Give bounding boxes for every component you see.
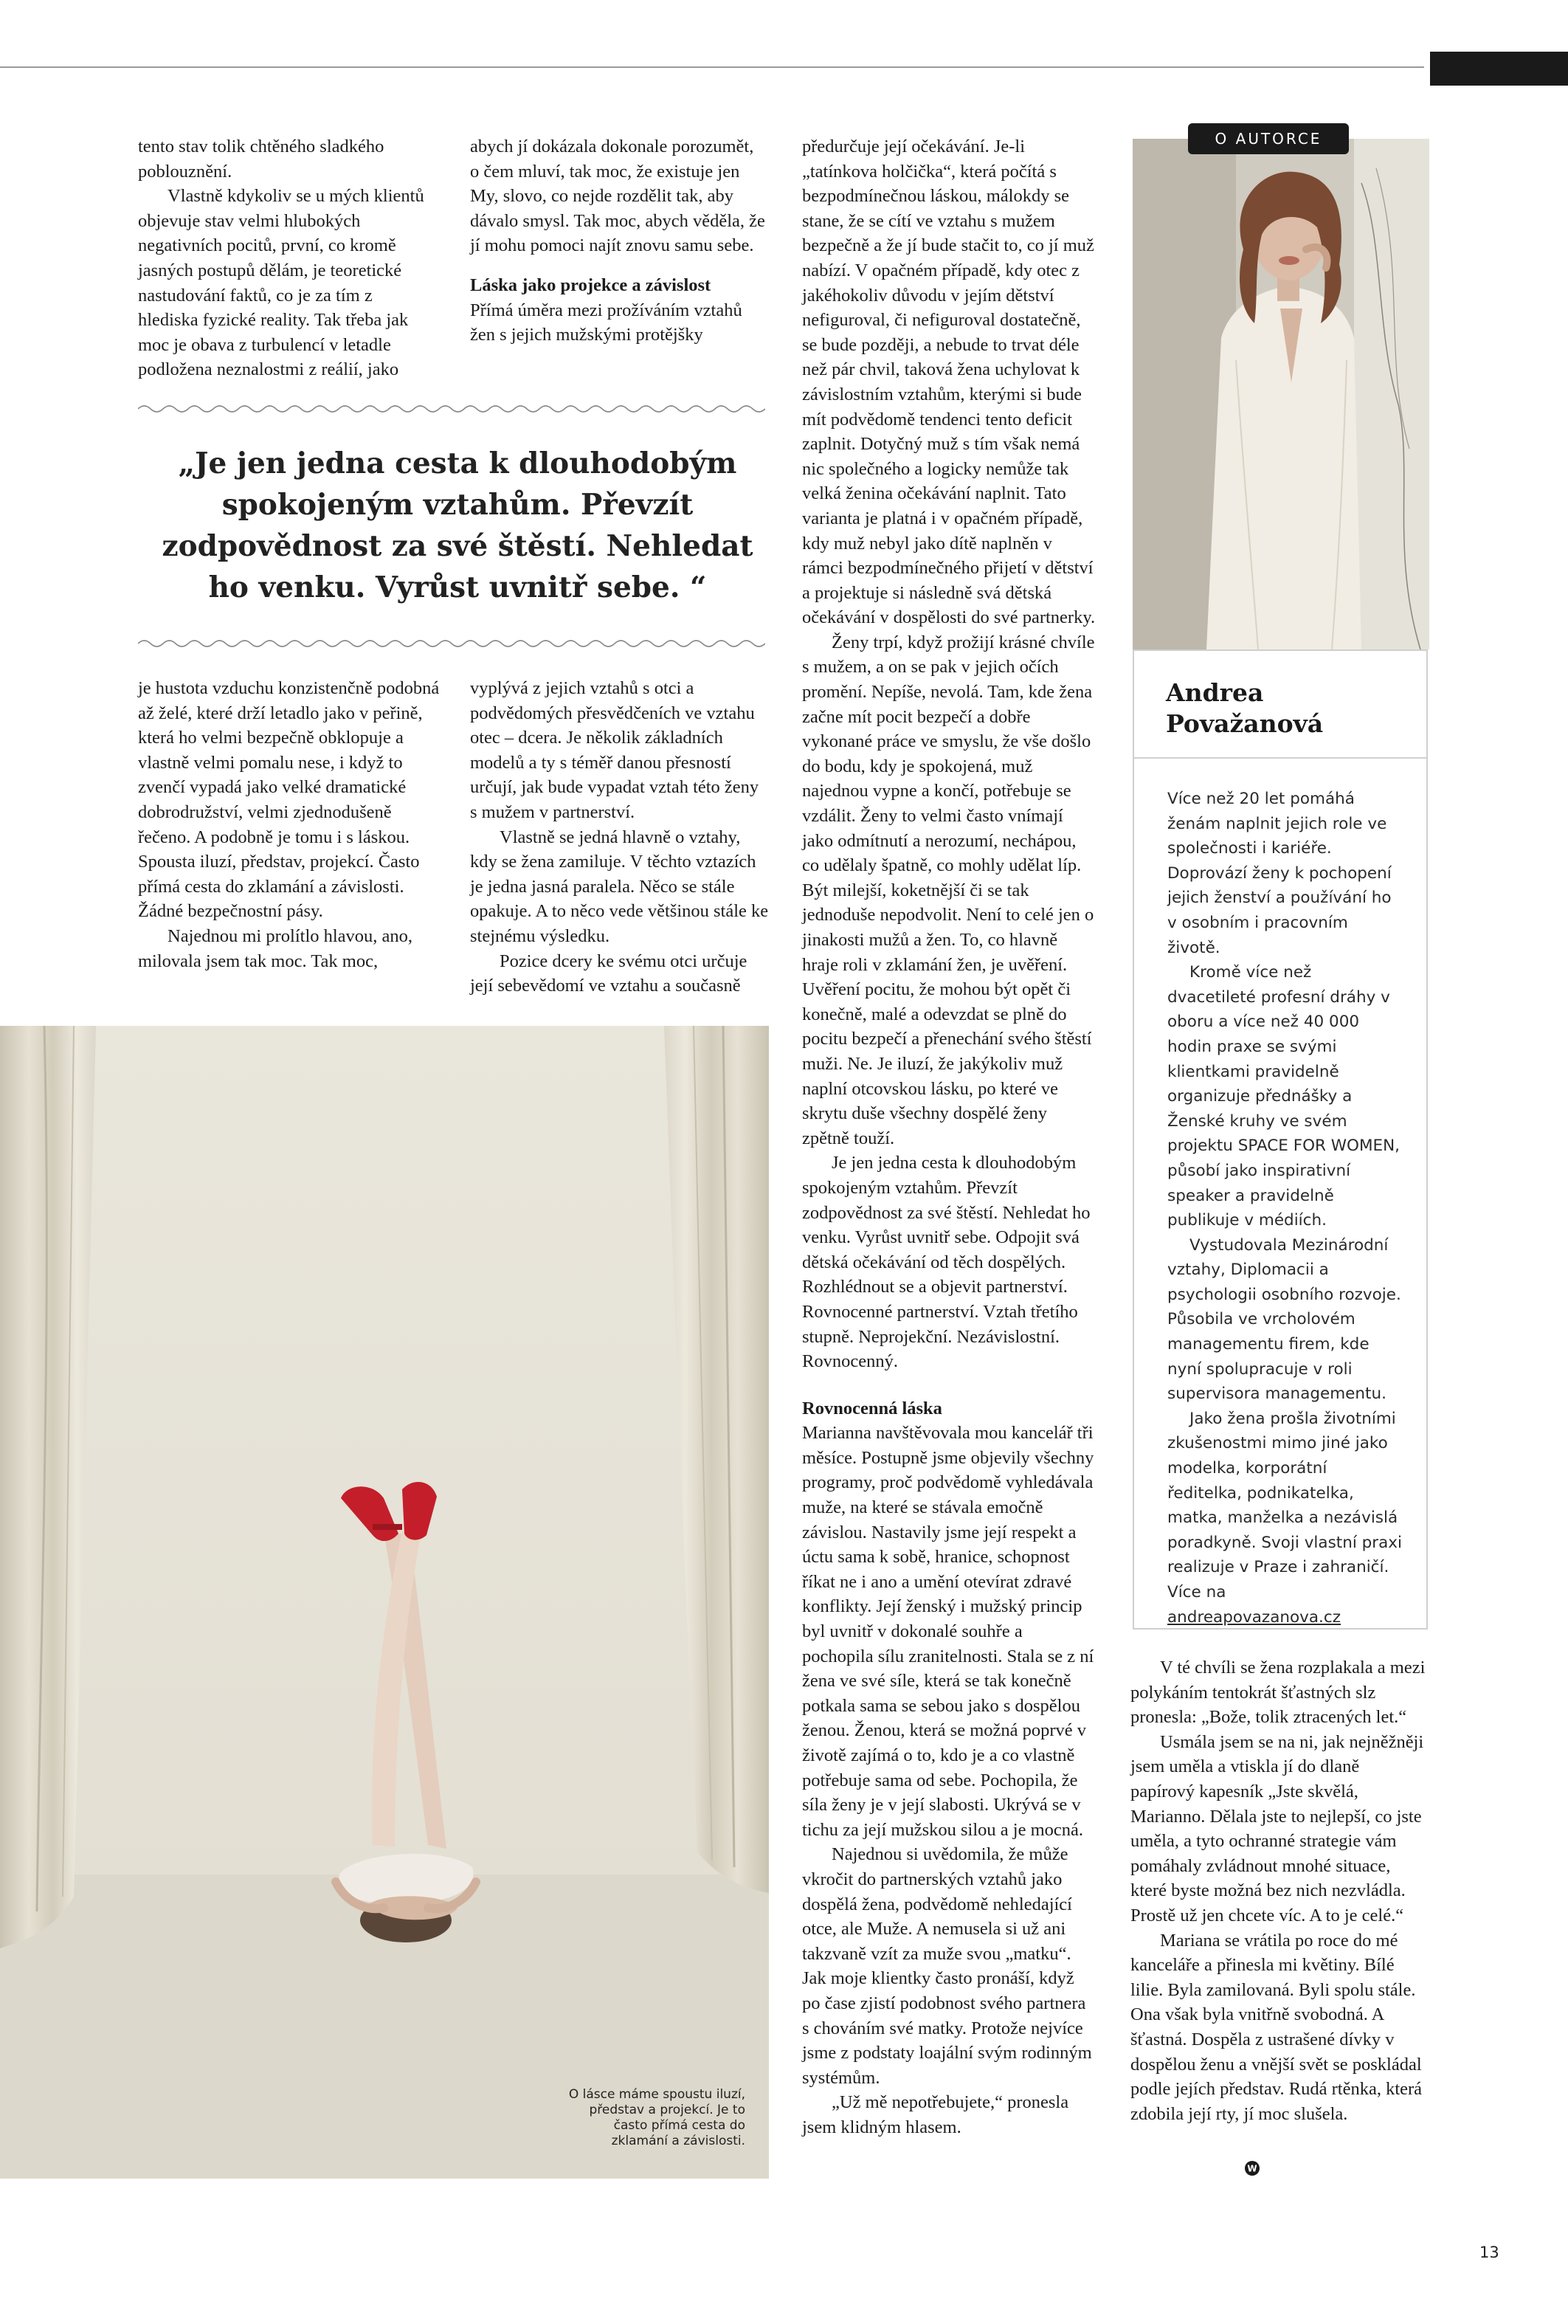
author-last-name: Považanová bbox=[1166, 709, 1324, 738]
pull-quote: „Je jen jedna cesta k dlouhodobým spokojeným vztahům. Převzít zodpovědnost za své štěstí. Nehledat ho venku. Vyrůst uvnitř sebe. “ bbox=[162, 446, 753, 604]
bio-paragraph bbox=[1167, 1407, 1403, 1630]
paragraph: „Už mě nepotřebujete,“ pronesla jsem klidným hlasem. bbox=[802, 2092, 1069, 2137]
end-mark-icon bbox=[1244, 2160, 1260, 2176]
paragraph: Vlastně kdykoliv se u mých klientů objevuje stav velmi hlubokých negativních pocitů, první, co kromě jasných postupů dělám, je teoretické nastudování faktů, co je za tím z hlediska fyzické reality. Tak třeba jak moc je obava z turbulencí v letadle podložena neznalostmi z reálií, jako bbox=[138, 186, 424, 380]
author-photo bbox=[1133, 139, 1429, 649]
paragraph: Pozice dcery ke svému otci určuje její sebevědomí ve vztahu a současně bbox=[470, 951, 747, 996]
paragraph: V té chvíli se žena rozplakala a mezi polykáním tentokrát šťastných slz pronesla: „Bože, tolik ztracených let.“ bbox=[1130, 1658, 1426, 1728]
column4-bottom bbox=[1130, 1655, 1426, 2126]
paragraph: Marianna navštěvovala mou kancelář tři měsíce. Postupně jsme objevily všechny programy, proč podvědomě vyhledávala muže, na které se stávala emočně závislou. Nastavily jsme její respekt a úctu sama k sobě, hranice, schopnost říkat ne i ano a umění otevírat zdravé konflikty. Její ženský i mužský princip byl uvnitř v dokonalé souhře a pochopila sílu zranitelnosti. Stala se z ní žena ve své síle, která se tak konečně potkala sama se sebou jako s dospělou ženou. Ženou, která se možná poprvé v životě zajímá o to, kdo je a co vlastně potřebuje sama od sebe. Pochopila, že síla ženy je v její slabosti. Ukrývá se v tichu za její mužskou silou a je mocná. bbox=[802, 1423, 1094, 1840]
wavy-divider-bottom bbox=[138, 636, 765, 651]
author-first-name: Andrea bbox=[1166, 678, 1264, 707]
photo-caption: O lásce máme spoustu iluzí, představ a projekcí. Je to často přímá cesta do zklamání a závislosti. bbox=[568, 2087, 745, 2148]
svg-text:W: W bbox=[1247, 2163, 1257, 2174]
paragraph: vyplývá z jejich vztahů s otci a podvědomých přesvědčeních ve vztahu otec – dcera. Je několik základních modelů a ty s téměř danou přesností určují, jak bude vypadat vztah této ženy s mužem v partnerství. bbox=[470, 678, 759, 822]
paragraph: Najednou si uvědomila, že může vkročit do partnerských vztahů jako dospělá žena, podvědomě nehledající otce, ale Muže. A nemusela si už ani takzvaně vzít za muže svou „matku“. Jak moje klientky často pronáší, když po čase zjistí podobnost svého partnera s chováním své matky. Protože nejvíce jsme z podstaty loajální svým rodinným systémům. bbox=[802, 1844, 1092, 2088]
column1-top bbox=[138, 134, 433, 382]
paragraph: Mariana se vrátila po roce do mé kanceláře a přinesla mi květiny. Bílé lilie. Byla zamilovaná. Byli spolu stále. Ona však byla vnitřně svobodná. A šťastná. Dospěla z ustrašené dívky v dospělou ženu a vnější svět se poskládal podle jejích představ. Rudá rtěnka, která zdobila její rty, jí moc slušela. bbox=[1130, 1930, 1423, 2124]
paragraph: je hustota vzduchu konzistenčně podobná až želé, které drží letadlo jako v peřině, která ho velmi bezpečně obklopuje a vlastně velmi pomalu nese, i když to zvenčí vypadá jako velké dramatické dobrodružství, velmi zjednodušeně řečeno. A podobně je tomu i s láskou. Spousta iluzí, představ, projekcí. Často přímá cesta do zklamání a závislosti. Žádné bezpečnostní pásy. bbox=[138, 678, 440, 922]
column1-bottom bbox=[138, 676, 441, 973]
paragraph: Je jen jedna cesta k dlouhodobým spokojeným vztahům. Převzít zodpovědnost za své štěstí. Nehledat ho venku. Vyrůst uvnitř sebe. Odpojit svá dětská očekávání od těch dospělých. Rozhlédnout se a objevit partnerství. Rovnocenné partnerství. Vztah třetího stupně. Neprojekční. Nezávislostní. Rovnocenný. bbox=[802, 1153, 1091, 1372]
header-black-tab bbox=[1430, 52, 1568, 86]
column2-bottom bbox=[470, 676, 769, 999]
author-name bbox=[1166, 677, 1402, 739]
author-divider bbox=[1134, 757, 1428, 759]
bio-paragraph: Vystudovala Mezinárodní vztahy, Diplomacii a psychologii osobního rozvoje. Působila ve vrcholovém managementu firem, kde nyní spolupracuje v roli supervisora managementu. bbox=[1167, 1235, 1401, 1404]
paragraph: Najednou mi prolítlo hlavou, ano, milovala jsem tak moc. Tak moc, bbox=[138, 925, 413, 971]
section-heading: Rovnocenná láska bbox=[802, 1398, 942, 1418]
paragraph: abych jí dokázala dokonale porozumět, o čem mluví, tak moc, že existuje jen My, slovo, co nejde rozdělit tak, aby dávalo smysl. Tak moc, abych věděla, že jí mohu pomoci najít znovu samu sebe. bbox=[470, 137, 765, 256]
author-website-link[interactable]: andreapovazanova.cz bbox=[1167, 1607, 1341, 1627]
page-number: 13 bbox=[1479, 2244, 1499, 2261]
paragraph: Usmála jsem se na ni, jak nejněžněji jsem uměla a vtiskla jí do dlaně papírový kapesník „Jste skvělá, Marianno. Dělala jste to nejlepší, co jste uměla, a tyto ochranné strategie vám pomáhaly zvládnout mnohé situace, které byste možná bez nich nezvládla. Prostě už jen chcete víc. A to je celé.“ bbox=[1130, 1731, 1424, 1925]
column3 bbox=[802, 134, 1096, 2140]
article-photo bbox=[0, 1026, 769, 2179]
paragraph: Ženy trpí, když prožijí krásné chvíle s mužem, a on se pak v jejich očích promění. Nepíše, nevolá. Tam, kde žena začne mít pocit bezpečí a dobře vykonané práce ve smyslu, že vše došlo do bodu, kdy je spokojená, muž najednou vypne a končí, potřebuje se vzdálit. Ženy to velmi často vnímají jako odmítnutí a nerozumí, nechápou, co udělaly špatně, co mohly udělat líp. Být milejší, koketnější či se tak jednoduše nepodvolit. Není to celé jen o jinakosti mužů a žen. To, co hlavně hraje roli v zklamání žen, je uvěření. Uvěření pocitu, že mohou být opět či konečně, malé a odevzdat se plně do pocitu bezpečí a přenechání svého štěstí muži. Ne. Je iluzí, že jakýkoliv muž naplní otcovskou lásku, po které ve skrytu duše všechny dospělé ženy zpětně touží. bbox=[802, 632, 1095, 1148]
paragraph: předurčuje její očekávání. Je-li „tatínkova holčička“, která počítá s bezpodmínečnou láskou, málokdy se stane, že se cítí ve vztahu s mužem bezpečně a že jí bude stačit to, co jí muž nabízí. V opačném případě, kdy otec z jakéhokoliv důvodu v jejím dětství nefiguroval, či nefiguroval dostatečně, se bude později, a nebude to trvat déle než pár chvil, taková žena uchylovat k závislostním vztahům, kterými si bude mít podvědomě tendenci tento deficit zaplnit. Dotyčný muž s tím však nemá nic společného a logicky nemůže tak velká ženina očekávání naplnit. Tato varianta je platná i v opačném případě, kdy muž nebyl jako dítě naplněn v rámci bezpodmínečného přijetí v dětství a projektuje si následně svá dětská očekávání v dospělosti do své partnerky. bbox=[802, 137, 1096, 628]
header-rule bbox=[0, 66, 1424, 68]
wavy-divider-top bbox=[138, 401, 765, 416]
bio-paragraph: Kromě více než dvacetileté profesní dráhy v oboru a více než 40 000 hodin praxe se svými klientkami pravidelně organizuje přednášky a Ženské kruhy ve svém projektu SPACE FOR WOMEN, působí jako inspirativní speaker a pravidelně publikuje v médiích. bbox=[1167, 963, 1401, 1230]
author-section-tag: O AUTORCE bbox=[1188, 123, 1349, 154]
author-bio bbox=[1167, 787, 1403, 1630]
paragraph: Přímá úměra mezi prožíváním vztahů žen s jejich mužskými protějšky bbox=[470, 300, 742, 345]
section-heading: Láska jako projekce a závislost bbox=[470, 275, 711, 295]
woman-legs-up-photo bbox=[0, 1026, 769, 2179]
paragraph: tento stav tolik chtěného sladkého poblouznění. bbox=[138, 137, 384, 182]
paragraph: Vlastně se jedná hlavně o vztahy, kdy se žena zamiluje. V těchto vztazích je jedna jasná paralela. Něco se stále opakuje. A to něco vede většinou stále ke stejnému výsledku. bbox=[470, 827, 769, 946]
author-portrait bbox=[1133, 139, 1429, 649]
bio-paragraph: Více než 20 let pomáhá ženám naplnit jejich role ve společnosti i kariéře. Doprovází ženy k pochopení jejich ženství a používání ho v osobním i pracovním životě. bbox=[1167, 790, 1392, 957]
column2-top bbox=[470, 134, 765, 348]
bio-text: Jako žena prošla životními zkušenostmi mimo jiné jako modelka, korporátní ředitelka, podnikatelka, matka, manželka a nezávislá poradkyně. Svoji vlastní praxi realizuje v Praze i zahraničí. Více na bbox=[1167, 1409, 1402, 1601]
